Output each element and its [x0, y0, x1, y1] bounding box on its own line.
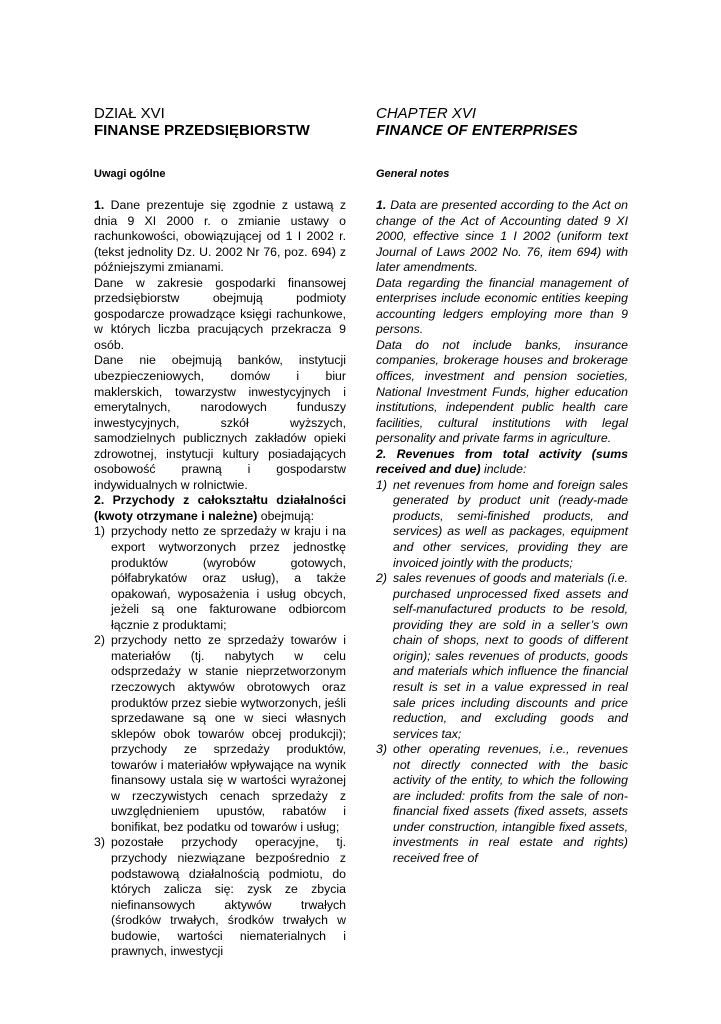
list-item [94, 524, 346, 633]
note-2-heading: 2. Revenues from total activity (sums received and due) [376, 446, 628, 477]
note-1-number: 1. [376, 198, 387, 212]
list-item-number: 1) [94, 524, 105, 539]
note-2-tail: obejmują: [257, 508, 315, 523]
list-item-number: 1) [376, 477, 387, 492]
paragraph-exclusions: Dane nie obejmują banków, instytucji ubezpieczeniowych, domów i biur maklerskich, towarzystw inwestycyjnych i emerytalnych, narodowych funduszy inwestycyjnych, szkół wyższych, samodzielnych publicznych zakładów opieki zdrowotnej, instytucji kultury posiadających osobowość prawną i gospodarstw indywidualnych w rolnictwie. [94, 353, 346, 492]
note-2 [94, 493, 346, 524]
note-1 [94, 198, 346, 276]
chapter-title: FINANSE PRZEDSIĘBIORSTW [94, 122, 310, 139]
list-item-text: przychody netto ze sprzedaży w kraju i na export wytworzonych przez jednostkę produktów (wyrobów gotowych, półfabrykatów oraz usług), a także opakowań, wyposażenia i usług obcych, jeżeli są one fakturowane odbiorcom łącznie z produktami; [111, 524, 346, 632]
notes-body [94, 198, 346, 960]
list-item-text: pozostałe przychody operacyjne, tj. przychody niezwiązane bezpośrednio z podstawową działalnością podmiotu, do których zalicza się: zysk ze zbycia niefinansowych aktywów trwałych (środków trwałych, środków trwałych w budowie, wartości niematerialnych i prawnych, inwestycji [111, 835, 346, 959]
list-item [376, 742, 628, 866]
list-item-number: 2) [94, 633, 105, 648]
paragraph-exclusions: Data do not include banks, insurance companies, brokerage houses and brokerage offices, investment and pension societies, National Investment Funds, higher education institutions, independent public health care facilities, cultural institutions with legal personality and private farms in agriculture. [376, 337, 628, 446]
list-item-text: other operating revenues, i.e., revenues not directly connected with the basic activity of the entity, to which the following are included: profits from the sale of non-financial fixed assets (fixed assets, assets under construction, intangible fixed assets, investments in real estate and rights) received free of [393, 742, 628, 865]
notes-body [376, 198, 628, 867]
general-notes-heading: General notes [376, 168, 450, 180]
chapter-number: CHAPTER XVI [376, 105, 477, 122]
list-item [94, 633, 346, 835]
chapter-title: FINANCE OF ENTERPRISES [376, 122, 578, 139]
chapter-heading [94, 105, 310, 139]
note-2 [376, 447, 628, 478]
note-1-text: Dane prezentuje się zgodnie z ustawą z dnia 9 XI 2000 r. o zmianie ustawy o rachunkowości, obowiązującej od 1 I 2002 r. (tekst jednolity Dz. U. 2002 Nr 76, poz. 694) z późniejszymi zmianami. [94, 198, 346, 275]
list-item-text: sales revenues of goods and materials (i.e. purchased unprocessed fixed assets and self-manufactured products to be resold, providing they are sold in a seller’s own chain of shops, next to goods of different origin); sales revenues of products, goods and materials which influence the financial result is set in a value expressed in real sale prices including discounts and price reduction, and excluding goods and services tax; [393, 571, 628, 741]
list-item-number: 3) [94, 835, 105, 850]
list-item-text: net revenues from home and foreign sales generated by product unit (ready-made products, semi-finished products, and services) as well as packages, equipment and other services, providing they are invoiced jointly with the products; [393, 477, 628, 570]
note-1-text: Data are presented according to the Act on change of the Act of Accounting dated 9 XI 2000, effective since 1 I 2002 (uniform text Journal of Laws 2002 No. 76, item 694) with later amendments. [376, 198, 628, 275]
paragraph-scope: Data regarding the financial management of enterprises include economic entities keeping accounting ledgers employing more than 9 persons. [376, 275, 628, 337]
note-1 [376, 198, 628, 276]
list-item-number: 2) [376, 571, 387, 586]
list-item [94, 835, 346, 959]
general-notes-heading: Uwagi ogólne [94, 168, 166, 180]
list-item [376, 478, 628, 571]
note-2-heading: 2. Przychody z całokształtu działalności (kwoty otrzymane i należne) [94, 493, 346, 523]
list-item-text: przychody netto ze sprzedaży towarów i materiałów (tj. nabytych w celu odsprzedaży w stanie nieprzetworzonym rzeczowych aktywów obrotowych oraz produktów przez siebie wytworzonych, jeśli sprzedawane są one w sieci własnych sklepów obok towarów obcej produkcji); przychody ze sprzedaży produktów, towarów i materiałów wpływające na wynik finansowy ustala się w wartości wyrażonej w rzeczywistych cenach sprzedaży z uwzględnieniem upustów, rabatów i bonifikat, bez podatku od towarów i usług; [111, 633, 346, 834]
chapter-heading [376, 105, 578, 139]
paragraph-scope: Dane w zakresie gospodarki finansowej przedsiębiorstw obejmują podmioty gospodarcze prowadzące księgi rachunkowe, w których liczba pracujących przekracza 9 osób. [94, 275, 346, 352]
note-1-number: 1. [94, 198, 105, 212]
list-item-number: 3) [376, 742, 387, 757]
chapter-number: DZIAŁ XVI [94, 105, 165, 122]
list-item [376, 571, 628, 742]
note-2-tail: include: [480, 462, 527, 477]
